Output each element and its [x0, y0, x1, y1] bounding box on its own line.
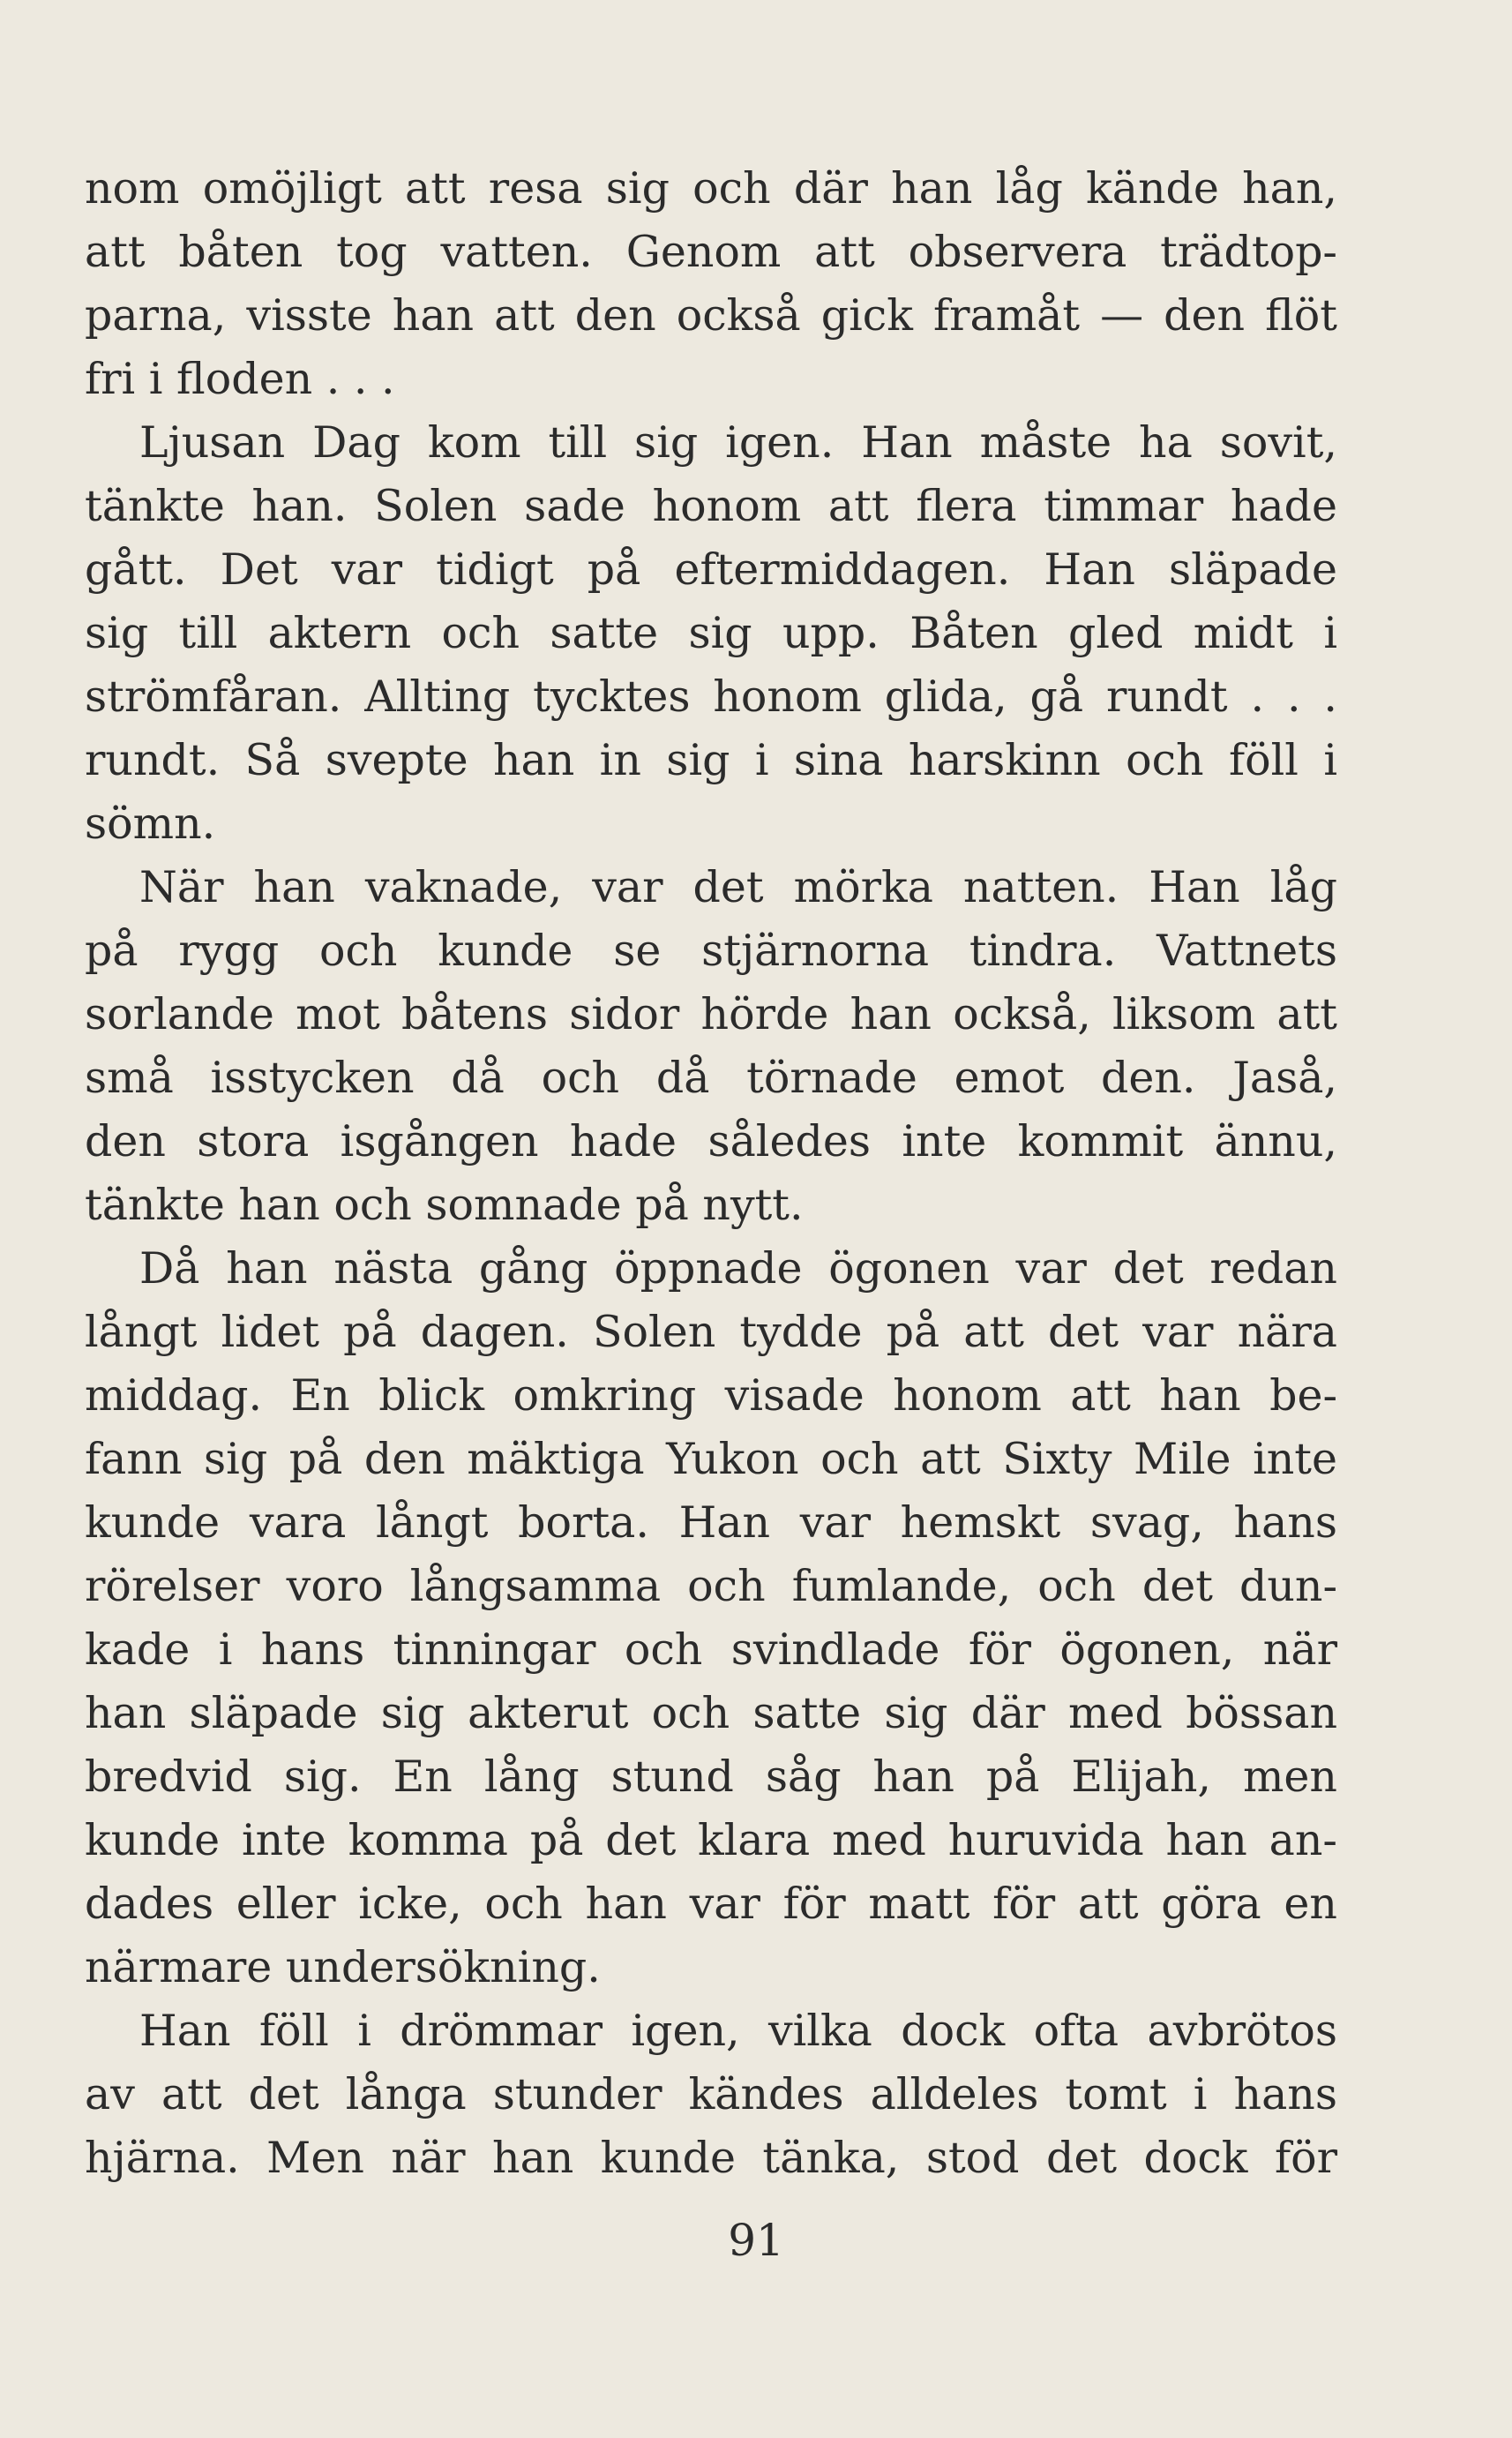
text-line: att båten tog vatten. Genom att observera trädtop- — [85, 227, 1337, 277]
text-line: kunde vara långt borta. Han var hemskt svag, hans — [85, 1497, 1337, 1548]
text-line: dades eller icke, och han var för matt för att göra en — [85, 1879, 1337, 1929]
text-line: Ljusan Dag kom till sig igen. Han måste ha sovit, — [139, 417, 1337, 468]
text-line: små isstycken då och då törnade emot den. Jaså, — [85, 1053, 1337, 1103]
text-line: strömfåran. Allting tycktes honom glida, gå rundt . . . — [85, 671, 1337, 722]
text-line: på rygg och kunde se stjärnorna tindra. Vattnets — [85, 926, 1337, 976]
text-line: gått. Det var tidigt på eftermiddagen. Han släpade — [85, 544, 1337, 595]
text-line: av att det långa stunder kändes alldeles tomt i hans — [85, 2069, 1337, 2119]
text-line: han släpade sig akterut och satte sig där med bössan — [85, 1688, 1337, 1738]
text-line: parna, visste han att den också gick framåt — den flöt — [85, 290, 1337, 341]
text-line: bredvid sig. En lång stund såg han på Elijah, men — [85, 1752, 1337, 1802]
text-line: tänkte han. Solen sade honom att flera timmar hade — [85, 481, 1337, 531]
text-line: Han föll i drömmar igen, vilka dock ofta avbrötos — [139, 2006, 1337, 2056]
text-line: rundt. Så svepte han in sig i sina harskinn och föll i — [85, 735, 1337, 785]
text-line: rörelser voro långsamma och fumlande, och det dun- — [85, 1561, 1337, 1611]
text-line: När han vaknade, var det mörka natten. Han låg — [139, 862, 1337, 912]
text-line: sig till aktern och satte sig upp. Båten gled midt i — [85, 608, 1337, 658]
text-line: middag. En blick omkring visade honom att han be- — [85, 1370, 1337, 1421]
text-line: sorlande mot båtens sidor hörde han också, liksom att — [85, 989, 1337, 1039]
text-line: hjärna. Men när han kunde tänka, stod det dock för — [85, 2133, 1337, 2183]
text-line: fri i floden . . . — [85, 354, 395, 404]
text-line: tänkte han och somnade på nytt. — [85, 1180, 804, 1230]
text-line: Då han nästa gång öppnade ögonen var det redan — [139, 1243, 1337, 1294]
text-line: sömn. — [85, 799, 216, 849]
text-line: den stora isgången hade således inte kommit ännu, — [85, 1116, 1337, 1166]
text-line: kade i hans tinningar och svindlade för ögonen, när — [85, 1624, 1337, 1675]
text-line: närmare undersökning. — [85, 1942, 601, 1992]
body-text — [85, 157, 1337, 2190]
page-number: 91 — [728, 2215, 784, 2266]
text-line: nom omöjligt att resa sig och där han låg kände han, — [85, 163, 1337, 214]
text-line: långt lidet på dagen. Solen tydde på att det var nära — [85, 1307, 1337, 1357]
text-line: fann sig på den mäktiga Yukon och att Sixty Mile inte — [85, 1434, 1337, 1484]
text-line: kunde inte komma på det klara med huruvida han an- — [85, 1815, 1337, 1865]
